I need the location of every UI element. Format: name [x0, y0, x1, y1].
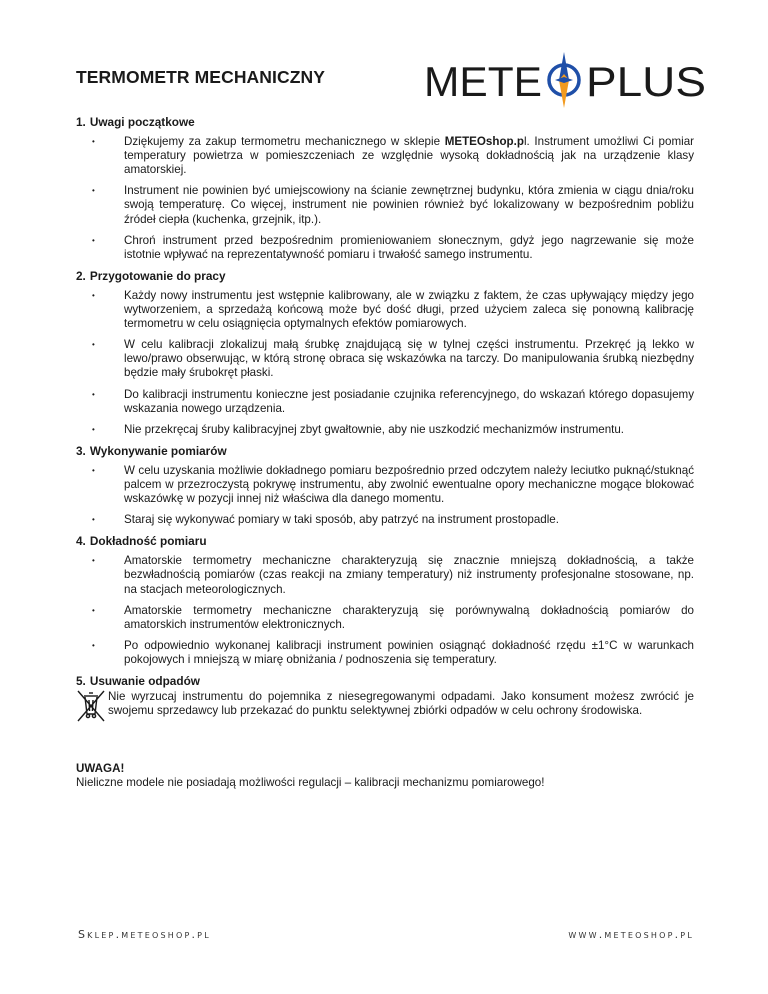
page-title: TERMOMETR MECHANICZNY: [76, 67, 326, 87]
bullet-icon: •: [92, 235, 95, 245]
disposal-text: Nie wyrzucaj instrumentu do pojemnika z niesegregowanymi odpadami. Jako konsument możesz zwrócić je swojemu sprzedawcy lub przekazać do punktu selektywnej zbiórki odpadów w celu ochrony środowiska.: [108, 690, 694, 718]
list-item: • Każdy nowy instrumentu jest wstępnie kalibrowany, ale w związku z faktem, że czas upływający między jego wytworzeniem, a sprzedażą końcową może być dość długi, przed użyciem zaleca się ponowną kalibrację termometru w celu osiągnięcia optymalnych efektów pomiarowych.: [92, 288, 694, 331]
section-heading: 1. Uwagi początkowe: [76, 115, 195, 129]
list-item: • Chroń instrument przed bezpośrednim promieniowaniem słonecznym, gdyż jego nagrzewanie się może istotnie wpływać na reprezentatywność pomiaru i trwałość samego instrumentu.: [92, 233, 694, 261]
list-item: • Amatorskie termometry mechaniczne charakteryzują się znacznie mniejszą dokładnością, a także bezwładnością pomiarów (czas reakcji na zmiany temperatury) niż instrumenty profesjonalne stosowane, np. na stacjach meteorologicznych.: [92, 554, 694, 596]
logo-text-left: METE: [424, 58, 542, 105]
bullet-icon: •: [92, 605, 95, 615]
list-item: • Amatorskie termometry mechaniczne charakteryzują się porównywalną dokładnością pomiarów do amatorskich instrumentów elektronicznych.: [92, 603, 694, 631]
disposal-note: [76, 690, 694, 718]
bullet-icon: •: [92, 186, 95, 196]
bullet-icon: •: [92, 515, 95, 525]
section-4: [76, 534, 694, 667]
section-heading: 4. Dokładność pomiaru: [76, 534, 207, 549]
warning-text: Nieliczne modele nie posiadają możliwości regulacji – kalibracji mechanizmu pomiarowego!: [76, 776, 545, 790]
bullet-icon: •: [92, 290, 95, 300]
bullet-icon: •: [92, 640, 95, 650]
warning-block: [76, 762, 694, 790]
footer-shop-link[interactable]: Sklep.meteoshop.pl: [78, 928, 211, 941]
list-item: • Nie przekręcaj śruby kalibracyjnej zbyt gwałtownie, aby nie uszkodzić mechanizmów instrumentu.: [92, 422, 625, 436]
compass-icon: [549, 52, 579, 108]
section-heading: 2. Przygotowanie do pracy: [76, 268, 226, 283]
meteoplus-logo: [424, 52, 706, 108]
list-item: • W celu kalibracji zlokalizuj małą śrubkę znajdującą się w tylnej części instrumentu. Przekręć ją lekko w lewo/prawo obserwując, w którą stronę obraca się wskazówka na tarczy. Do manipulowania śrubką niezbędny będzie mały śrubokręt płaski.: [92, 338, 694, 380]
instructions-body: [76, 115, 694, 790]
crossed-bin-icon: [76, 688, 106, 724]
bullet-icon: •: [92, 424, 95, 434]
shop-name: METEOshop.p: [444, 135, 524, 149]
section-2: [76, 269, 694, 437]
list-item: • Staraj się wykonywać pomiary w taki sposób, aby patrzyć na instrument prostopadle.: [92, 513, 559, 527]
section-5: [76, 674, 694, 718]
bullet-icon: •: [92, 137, 95, 147]
list-item: • W celu uzyskania możliwie dokładnego pomiaru bezpośrednio przed odczytem należy leciutko puknąć/stuknąć palcem w przezroczystą pokrywę instrumentu, aby zwolnić ewentualne opory mechaniczne mogące blokować wskazówkę w pozycji innej niż właściwa dla danego momentu.: [92, 463, 694, 506]
bullet-icon: •: [92, 465, 95, 475]
footer-site-link[interactable]: www.meteoshop.pl: [568, 928, 694, 941]
bullet-icon: •: [92, 556, 95, 566]
warning-title: UWAGA!: [76, 762, 125, 776]
section-heading: 5. Usuwanie odpadów: [76, 674, 200, 688]
section-3: [76, 444, 694, 527]
list-item: • Do kalibracji instrumentu konieczne jest posiadanie czujnika referencyjnego, do wskazań którego dopasujemy wskazania nowego urządzenia.: [92, 387, 694, 415]
list-item: • Instrument nie powinien być umiejscowiony na ścianie zewnętrznej budynku, która zmienia w ciągu dnia/roku swoją temperaturę. Co więcej, instrument nie powinien również być lokalizowany w bezpośrednim pobliżu źródeł ciepła (kuchenka, grzejnik, itp.).: [92, 184, 694, 226]
section-1: [76, 115, 694, 262]
list-item: • Po odpowiednio wykonanej kalibracji instrument powinien osiągnąć dokładność rzędu ±1°C w warunkach pokojowych i mniejszą w miarę obniżania / podnoszenia się temperatury.: [92, 638, 694, 666]
bullet-icon: •: [92, 389, 95, 399]
section-heading: 3. Wykonywanie pomiarów: [76, 443, 227, 458]
logo-text-right: PLUS: [586, 58, 706, 105]
bullet-icon: •: [92, 340, 95, 350]
list-item: • Dziękujemy za zakup termometru mechanicznego w sklepie METEOshop.pl. Instrument umożliwi Ci pomiar temperatury powietrza w pomieszczeniach ze względnie wysoką dokładnością jak na urządzenie klasy amatorskiej.: [92, 135, 694, 177]
